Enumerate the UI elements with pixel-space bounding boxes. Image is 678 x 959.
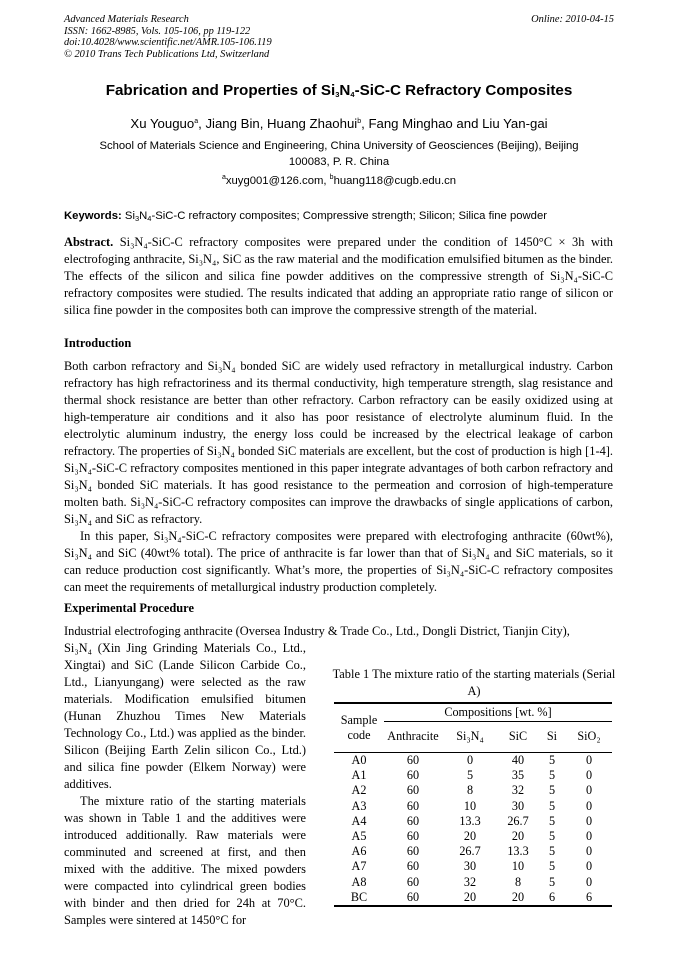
cell: 60 (406, 783, 420, 798)
experimental-body (64, 640, 306, 929)
affiliation-line: 100083, P. R. China (288, 155, 390, 168)
author-affil-mark: a (194, 118, 199, 125)
cell: 26.7 (459, 844, 481, 859)
cell: 60 (406, 768, 420, 783)
column-header: Si (538, 722, 566, 753)
table-row (334, 753, 612, 769)
cell: A6 (351, 844, 367, 859)
cell: 5 (548, 768, 556, 783)
cell: 20 (498, 890, 538, 906)
section-heading-experimental: Experimental Procedure (64, 601, 194, 615)
title-subscript: 4 (350, 90, 355, 99)
cell: 35 (511, 768, 525, 783)
cell: 5 (548, 753, 556, 767)
cell: 5 (548, 844, 556, 859)
cell: 8 (466, 783, 474, 798)
table-caption: Table 1 The mixture ratio of the starting materials (Serial A) (332, 667, 616, 698)
cell: 13.3 (507, 844, 529, 859)
author-emails (0, 174, 678, 187)
cell: 30 (463, 859, 477, 874)
cell: A2 (351, 783, 367, 798)
author-name: , Fang Minghao and Liu Yan-gai (361, 116, 548, 131)
keywords-text: -SiC-C refractory composites; Compressive strength; Silicon; Silica fine powder (151, 210, 547, 222)
title-part: Fabrication and Properties of Si (105, 82, 336, 99)
table-row (334, 829, 612, 844)
table-row (334, 768, 612, 783)
cell: 0 (585, 874, 593, 889)
email-link[interactable]: huang118@cugb.edu.cn (333, 175, 457, 187)
cell: 10 (463, 798, 477, 813)
cell: 0 (585, 844, 593, 859)
table-row (334, 783, 612, 798)
cell: 0 (585, 753, 593, 767)
cell: 60 (406, 874, 420, 889)
title-part: -SiC-C Refractory Composites (354, 82, 573, 99)
issn-line: ISSN: 1662-8985, Vols. 105-106, pp 119-122 (64, 25, 251, 37)
cell: 6 (538, 890, 566, 906)
section-heading-introduction: Introduction (64, 336, 132, 350)
affiliation-line: School of Materials Science and Engineering, China University of Geosciences (Beijing), Beijing (99, 140, 579, 152)
cell: 0 (585, 813, 593, 828)
author-name: Xu Youguo (130, 116, 195, 131)
paragraph: The mixture ratio of the starting materials was shown in Table 1 and the additives were introduced additionally. Raw materials were comminuted and screened at first, and then mixed with the additive. The mixed powders were compacted into cylindrical green bodies with binder and then dried for 24h at 70°C. Samples were sintered at 1450°C for (64, 794, 306, 927)
cell: 60 (384, 890, 442, 906)
doi-line: doi:10.4028/www.scientific.net/AMR.105-106.119 (64, 37, 272, 49)
journal-name: Advanced Materials Research (64, 14, 189, 25)
column-header: Si₃N₄ (442, 722, 498, 753)
author-name: , Jiang Bin, Huang Zhaohui (198, 116, 358, 131)
paragraph: Both carbon refractory and Si₃N₄ bonded SiC are widely used refractory in metallurgical industry. Carbon refractory has high refractoriness and its thermal conductivity, high temperature strength, slag resistance and thermal shock resistance are better than other refractory. Carbon refractory can be easily oxidized using at high-temperature air conditions and it also has poor resistance of electrolyte aluminum fluid. In the electrolytic aluminum industry, the energy loss could be increased by the electrical leakage of carbon refractory. The properties of Si₃N₄ bonded SiC materials are excellent, but the cost of production is high [1-4]. Si₃N₄-SiC-C refractory composites mentioned in this paper integrate advantages of both carbon refractory and Si₃N₄ bonded SiC materials. It has good resistance to the permeation and corrosion of high-temperature molten bath. Si₃N₄-SiC-C refractory composites can improve the drawbacks of single applications of carbon, Si₃N₄ and SiC as refractory. (64, 359, 613, 526)
abstract-label: Abstract. (64, 235, 114, 249)
cell: A4 (351, 813, 367, 828)
table-row (334, 890, 612, 906)
cell: 5 (466, 768, 474, 783)
table-row (334, 844, 612, 859)
cell: 32 (511, 783, 525, 798)
cell: 5 (548, 813, 556, 828)
cell: 40 (511, 753, 525, 767)
journal-header (64, 14, 272, 60)
email-mark: b (329, 174, 334, 181)
cell: 5 (548, 859, 556, 874)
cell: A7 (351, 859, 367, 874)
online-date: Online: 2010-04-15 (531, 14, 614, 25)
copyright-line: © 2010 Trans Tech Publications Ltd, Switzerland (64, 48, 270, 60)
column-header: SiO₂ (566, 722, 612, 753)
affiliation (64, 139, 614, 170)
table-row (334, 799, 612, 814)
cell: 60 (406, 813, 420, 828)
keywords-subscript: 3 (134, 214, 140, 223)
cell: 0 (585, 768, 593, 783)
column-group-compositions: Compositions [wt. %] (384, 703, 612, 722)
table-row (334, 814, 612, 829)
cell: 0 (585, 798, 593, 813)
keywords-subscript: 4 (147, 214, 152, 223)
cell: 60 (406, 844, 420, 859)
cell: 20 (511, 829, 525, 844)
cell: BC (334, 890, 384, 906)
cell: 60 (406, 829, 420, 844)
cell: 0 (585, 829, 593, 844)
cell: 26.7 (507, 813, 529, 828)
keywords-text: N (139, 210, 148, 222)
cell: 0 (585, 783, 593, 798)
keywords (64, 210, 624, 222)
cell: 5 (548, 829, 556, 844)
abstract-text: Si₃N₄-SiC-C refractory composites were prepared under the condition of 1450°C × 3h with electrofoging anthracite, Si₃N₄, SiC as the raw material and the modification emulsified bitumen as the binder. The effects of the silicon and silica fine powder additives on the compressive strength of Si₃N₄-SiC-C refractory composites were studied. The results indicated that adding an appropriate ratio range of silicon or silica fine powder in the composites both can improve the compressive strength of the material. (64, 235, 613, 317)
cell: 60 (406, 753, 420, 767)
cell: A0 (351, 753, 367, 767)
cell: 60 (406, 859, 420, 874)
column-header-sample: Sample code (334, 703, 384, 753)
cell: A1 (351, 768, 367, 783)
title-subscript: 3 (335, 90, 340, 99)
author-list (0, 116, 678, 131)
abstract (64, 234, 613, 319)
cell: 13.3 (459, 813, 481, 828)
paragraph: Si₃N₄ (Xin Jing Grinding Materials Co., Ltd., Xingtai) and SiC (Lande Silicon Carbide Co., Ltd., Lianyungang) were selected as the raw materials. Modification emulsified bitumen (Hunan Zhuzhou Times New Materials Technology Co., Ltd.) was applied as the binder. Silicon (Beijing Earth Zelin silicon Co., Ltd.) and silica fine powder (Elkem Norway) were additives. (64, 641, 306, 791)
cell: 5 (548, 798, 556, 813)
cell: 5 (548, 783, 556, 798)
paragraph: In this paper, Si₃N₄-SiC-C refractory composites were prepared with electrofoging anthracite (60wt%), Si₃N₄ and SiC (40wt% total). The price of anthracite is far lower than that of Si₃N₄ and SiC materials, so it can reduce production cost significantly. What’s more, the properties of Si₃N₄-SiC-C refractory composites can meet the requirements of metallurgical industry production completely. (64, 529, 613, 594)
cell: 20 (442, 890, 498, 906)
experimental-first-line: Industrial electrofoging anthracite (Oversea Industry & Trade Co., Ltd., Dongli District, Tianjin City), (64, 624, 570, 638)
email-mark: a (221, 174, 226, 181)
table-row (334, 859, 612, 874)
cell: 10 (511, 859, 525, 874)
column-header: SiC (498, 722, 538, 753)
cell: A3 (351, 798, 367, 813)
cell: 5 (548, 874, 556, 889)
paper-title (0, 82, 678, 99)
cell: 30 (511, 798, 525, 813)
introduction-body (64, 358, 613, 596)
cell: 0 (466, 753, 474, 767)
cell: 6 (566, 890, 612, 906)
keywords-text: Si (121, 210, 135, 222)
email-link[interactable]: xuyg001@126.com, (225, 175, 330, 187)
cell: 0 (585, 859, 593, 874)
table-row (334, 875, 612, 890)
author-affil-mark: b (357, 118, 362, 125)
cell: 32 (463, 874, 477, 889)
cell: A5 (351, 829, 367, 844)
cell: A8 (351, 874, 367, 889)
cell: 60 (406, 798, 420, 813)
cell: 8 (514, 874, 522, 889)
title-part: N (339, 82, 351, 99)
column-header: Anthracite (384, 722, 442, 753)
mixture-ratio-table (334, 702, 612, 907)
cell: 20 (463, 829, 477, 844)
keywords-label: Keywords: (64, 210, 122, 222)
